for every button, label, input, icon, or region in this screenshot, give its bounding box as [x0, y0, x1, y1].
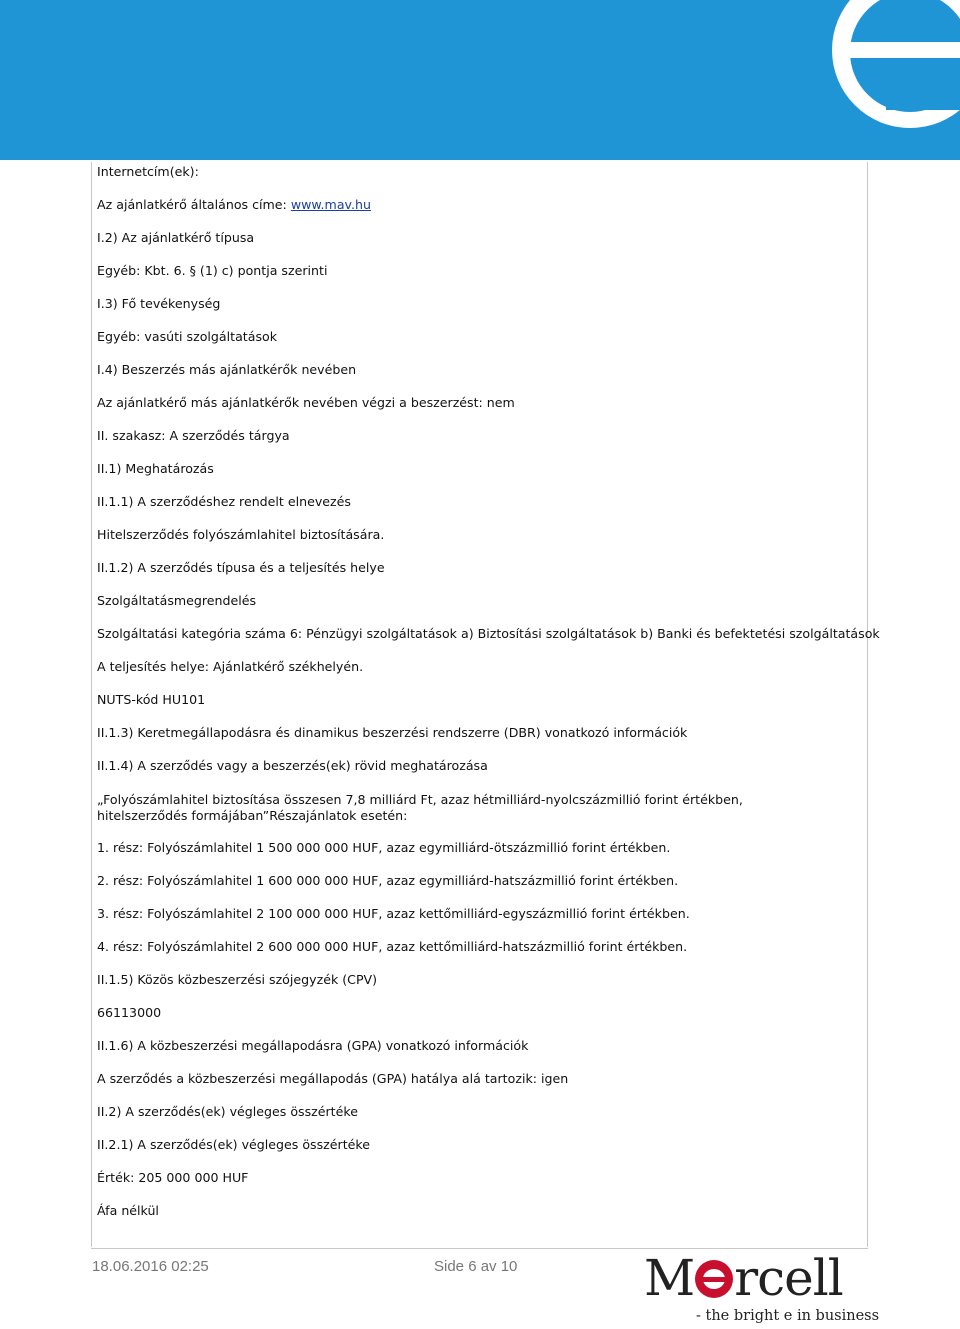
body-text: 3. rész: Folyószámlahitel 2 100 000 000 HUF, azaz kettőmilliárd-egyszázmillió forint értékben. [97, 906, 690, 921]
footer-date: 18.06.2016 02:25 [92, 1258, 209, 1275]
mav-website-link[interactable]: www.mav.hu [290, 197, 371, 212]
body-text: 2. rész: Folyószámlahitel 1 600 000 000 HUF, azaz egymilliárd-hatszázmillió forint értékben. [97, 873, 679, 888]
body-text: A teljesítés helye: Ajánlatkérő székhelyén. [97, 659, 364, 674]
general-address-label: Az ajánlatkérő általános címe: [97, 197, 291, 212]
section-heading: I.4) Beszerzés más ajánlatkérők nevében [97, 362, 357, 377]
body-text: Egyéb: Kbt. 6. § (1) c) pontja szerinti [97, 263, 328, 278]
section-heading: II.2.1) A szerződés(ek) végleges összértéke [97, 1137, 370, 1152]
frame-left-rule [91, 162, 92, 1247]
body-text: Érték: 205 000 000 HUF [97, 1170, 249, 1185]
section-heading: I.2) Az ajánlatkérő típusa [97, 230, 255, 245]
general-address-line [97, 197, 371, 213]
brand-tagline: - the bright e in business [696, 1308, 880, 1324]
body-text: 4. rész: Folyószámlahitel 2 600 000 000 HUF, azaz kettőmilliárd-hatszázmillió forint értékben. [97, 939, 688, 954]
section-heading: II.1.1) A szerződéshez rendelt elnevezés [97, 494, 351, 509]
brand-e-icon [695, 1260, 733, 1298]
body-text: Áfa nélkül [97, 1203, 159, 1218]
body-text: „Folyószámlahitel biztosítása összesen 7,8 milliárd Ft, azaz hétmilliárd-nyolcszázmillió forint értékben, hitelszerződés formájában”Részajánlatok esetén: [97, 792, 743, 823]
body-text: Hitelszerződés folyószámlahitel biztosítására. [97, 527, 385, 542]
section-heading: II.1.4) A szerződés vagy a beszerzés(ek) rövid meghatározása [97, 758, 488, 773]
marcell-logo [644, 1249, 880, 1328]
section-heading: II.1.6) A közbeszerzési megállapodásra (GPA) vonatkozó információk [97, 1038, 529, 1053]
e-logo-icon [800, 0, 960, 160]
section-heading: II.1.2) A szerződés típusa és a teljesítés helye [97, 560, 385, 575]
brand-word-end: rcell [734, 1249, 843, 1307]
body-text: 1. rész: Folyószámlahitel 1 500 000 000 HUF, azaz egymilliárd-ötszázmillió forint értékben. [97, 840, 671, 855]
body-text: Szolgáltatási kategória száma 6: Pénzügyi szolgáltatások a) Biztosítási szolgáltatások b) Banki és befektetési szolgáltatások [97, 626, 880, 641]
internet-address-label: Internetcím(ek): [97, 164, 199, 179]
body-text: NUTS-kód HU101 [97, 692, 206, 707]
section-heading: II.1) Meghatározás [97, 461, 214, 476]
section-heading: II.2) A szerződés(ek) végleges összértéke [97, 1104, 358, 1119]
header-banner [0, 0, 960, 160]
section-heading: II.1.3) Keretmegállapodásra és dinamikus beszerzési rendszerre (DBR) vonatkozó információk [97, 725, 688, 740]
body-text: Az ajánlatkérő más ajánlatkérők nevében végzi a beszerzést: nem [97, 395, 515, 410]
frame-right-rule [867, 162, 868, 1247]
brand-wordmark [644, 1249, 843, 1307]
body-text: A szerződés a közbeszerzési megállapodás (GPA) hatálya alá tartozik: igen [97, 1071, 569, 1086]
section-heading: II.1.5) Közös közbeszerzési szójegyzék (CPV) [97, 972, 378, 987]
body-text: 66113000 [97, 1005, 162, 1020]
section-heading: II. szakasz: A szerződés tárgya [97, 428, 290, 443]
footer-page-number: Side 6 av 10 [434, 1258, 518, 1275]
section-heading: I.3) Fő tevékenység [97, 296, 221, 311]
brand-word-start: M [644, 1249, 695, 1307]
body-text: Szolgáltatásmegrendelés [97, 593, 257, 608]
body-text: Egyéb: vasúti szolgáltatások [97, 329, 278, 344]
